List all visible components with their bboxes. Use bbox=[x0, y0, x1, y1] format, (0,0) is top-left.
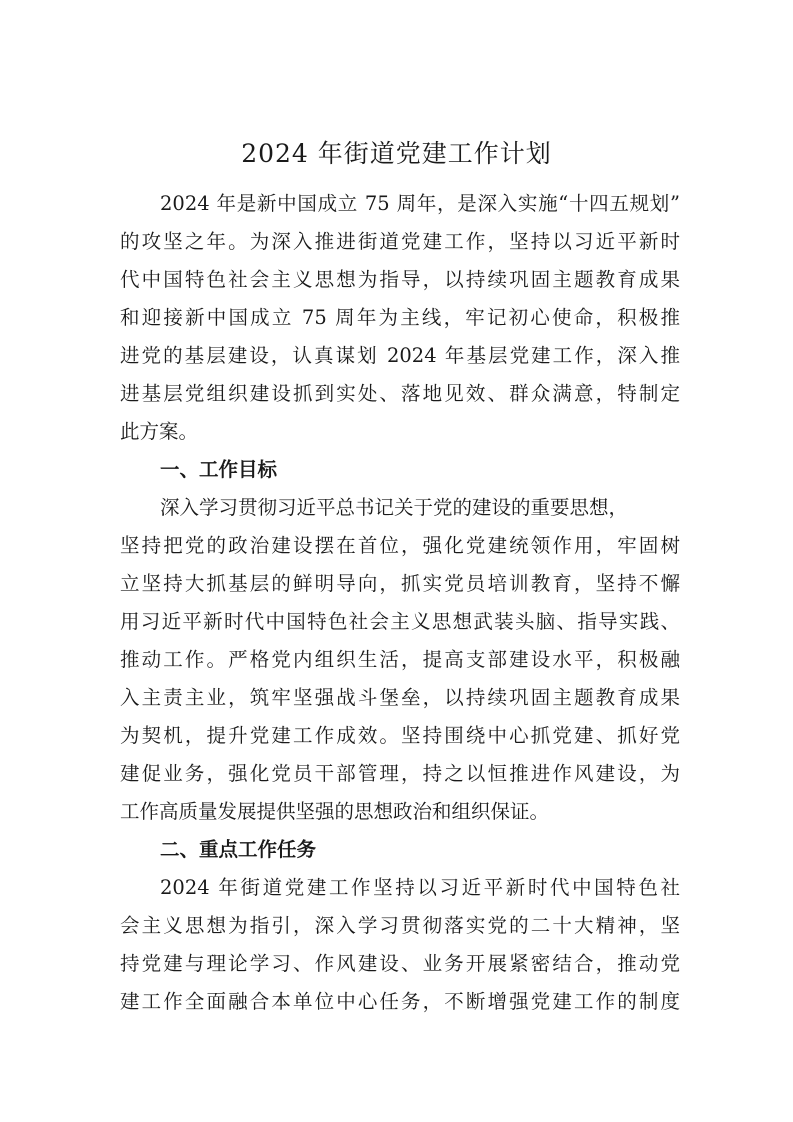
intro-line: 和迎接新中国成立 75 周年为主线，牢记初心使命，积极推 bbox=[120, 306, 680, 329]
section1-line: 立坚持大抓基层的鲜明导向，抓实党员培训教育，坚持不懈 bbox=[120, 572, 680, 595]
section1-line: 坚持把党的政治建设摆在首位，强化党建统领作用，牢固树 bbox=[120, 534, 680, 557]
section1-line: 入主责主业，筑牢坚强战斗堡垒，以持续巩固主题教育成果 bbox=[120, 686, 680, 709]
section2-line: 持党建与理论学习、作风建设、业务开展紧密结合，推动党 bbox=[120, 952, 680, 975]
section1-line: 建促业务，强化党员干部管理，持之以恒推进作风建设，为 bbox=[120, 762, 680, 785]
intro-line: 进基层党组织建设抓到实处、落地见效、群众满意，特制定 bbox=[120, 382, 680, 405]
section1-line: 用习近平新时代中国特色社会主义思想武装头脑、指导实践、 bbox=[120, 610, 680, 633]
section-heading-goals: 一、工作目标 bbox=[160, 458, 278, 481]
section1-line: 工作高质量发展提供坚强的思想政治和组织保证。 bbox=[120, 800, 550, 823]
section2-line: 2024 年街道党建工作坚持以习近平新时代中国特色社 bbox=[160, 876, 680, 899]
section1-line: 为契机，提升党建工作成效。坚持围绕中心抓党建、抓好党 bbox=[120, 724, 680, 747]
document-title: 2024 年街道党建工作计划 bbox=[241, 139, 552, 168]
section1-line: 深入学习贯彻习近平总书记关于党的建设的重要思想， bbox=[160, 496, 629, 519]
section2-line: 建工作全面融合本单位中心任务，不断增强党建工作的制度 bbox=[120, 990, 680, 1013]
intro-line: 2024 年是新中国成立 75 周年，是深入实施“十四五规划” bbox=[160, 192, 680, 215]
intro-line: 进党的基层建设，认真谋划 2024 年基层党建工作，深入推 bbox=[120, 344, 680, 367]
section-heading-tasks: 二、重点工作任务 bbox=[160, 838, 317, 861]
section2-line: 会主义思想为指引，深入学习贯彻落实党的二十大精神，坚 bbox=[120, 914, 680, 937]
intro-line: 此方案。 bbox=[120, 420, 199, 443]
intro-line: 的攻坚之年。为深入推进街道党建工作，坚持以习近平新时 bbox=[120, 230, 680, 253]
intro-line: 代中国特色社会主义思想为指导，以持续巩固主题教育成果 bbox=[120, 268, 680, 291]
section1-line: 推动工作。严格党内组织生活，提高支部建设水平，积极融 bbox=[120, 648, 680, 671]
